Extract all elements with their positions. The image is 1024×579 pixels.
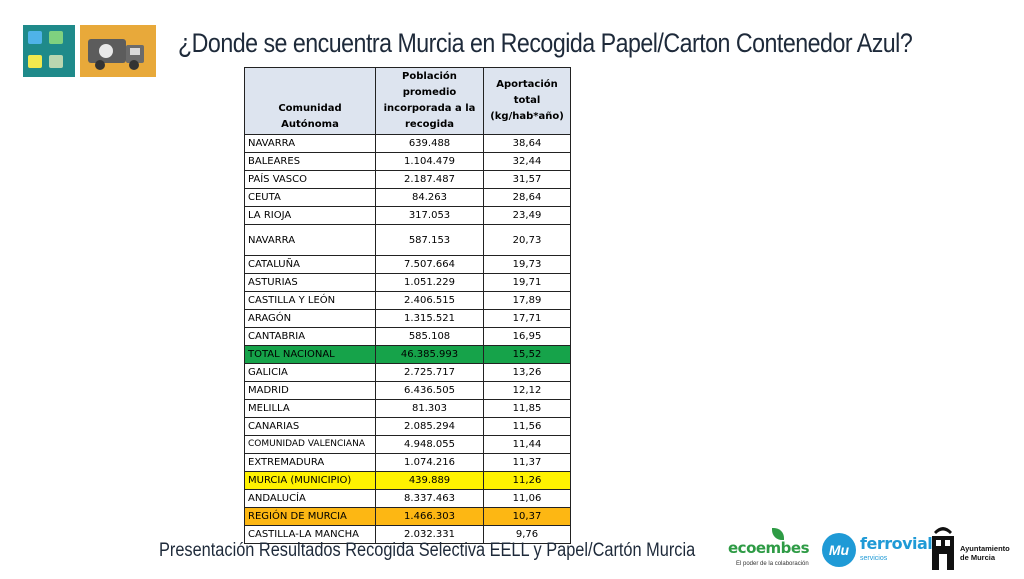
header-region: Comunidad Autónoma [245,68,376,135]
cell-population: 7.507.664 [376,256,484,274]
cell-population: 1.104.479 [376,153,484,171]
table-row [245,135,571,153]
green-bin-icon [49,31,63,44]
page-title: ¿Donde se encuentra Murcia en Recogida Papel/Carton Contenedor Azul? [178,28,913,58]
yellow-bin-icon [28,55,42,68]
cell-population: 1.315.521 [376,310,484,328]
cell-population: 317.053 [376,207,484,225]
castle-crest-icon [928,518,958,574]
cell-region: MADRID [245,382,376,400]
cell-population: 439.889 [376,472,484,490]
cell-contribution: 12,12 [484,382,571,400]
recycling-table [244,67,571,544]
cell-contribution: 23,49 [484,207,571,225]
cell-region: REGIÓN DE MURCIA [245,508,376,526]
cell-contribution: 13,26 [484,364,571,382]
header-population: Población promedio incorporada a la recogida [376,68,484,135]
table-row [245,274,571,292]
cell-population: 8.337.463 [376,490,484,508]
cell-population: 1.466.303 [376,508,484,526]
table-row [245,292,571,310]
ecoembes-wordmark: ecoembes [728,539,810,557]
cell-region: NAVARRA [245,135,376,153]
blue-bin-icon [28,31,42,44]
table-row [245,346,571,364]
footer-caption: Presentación Resultados Recogida Selectiva EELL y Papel/Cartón Murcia [159,540,696,561]
cell-contribution: 10,37 [484,508,571,526]
cell-contribution: 11,56 [484,418,571,436]
cell-region: TOTAL NACIONAL [245,346,376,364]
cell-region: BALEARES [245,153,376,171]
cell-population: 2.406.515 [376,292,484,310]
cell-contribution: 17,89 [484,292,571,310]
table-row [245,508,571,526]
cell-population: 81.303 [376,400,484,418]
table-row [245,256,571,274]
cell-region: MELILLA [245,400,376,418]
table-row [245,364,571,382]
table-row [245,472,571,490]
cell-region: COMUNIDAD VALENCIANA [245,436,376,454]
table-row [245,328,571,346]
cell-contribution: 11,85 [484,400,571,418]
cell-region: ANDALUCÍA [245,490,376,508]
cell-population: 587.153 [376,225,484,256]
cell-contribution: 19,71 [484,274,571,292]
ferrovial-logo [822,530,933,570]
table-row [245,207,571,225]
cell-region: ARAGÓN [245,310,376,328]
ecoembes-tagline: El poder de la colaboración [736,561,809,567]
cell-population: 4.948.055 [376,436,484,454]
cell-population: 6.436.505 [376,382,484,400]
table-row [245,189,571,207]
cell-region: ASTURIAS [245,274,376,292]
table-row [245,382,571,400]
table-row [245,400,571,418]
cell-region: GALICIA [245,364,376,382]
ayuntamiento-logo [928,518,1020,574]
table-row [245,310,571,328]
cell-region: CASTILLA-LA MANCHA [245,526,376,544]
cell-region: PAÍS VASCO [245,171,376,189]
cell-contribution: 11,37 [484,454,571,472]
cell-contribution: 32,44 [484,153,571,171]
recycling-bins-icon [23,25,75,77]
cell-population: 2.032.331 [376,526,484,544]
cell-region: CANTABRIA [245,328,376,346]
cell-population: 2.085.294 [376,418,484,436]
cell-contribution: 11,06 [484,490,571,508]
cell-region: LA RIOJA [245,207,376,225]
cell-contribution: 11,44 [484,436,571,454]
cell-contribution: 19,73 [484,256,571,274]
cell-population: 84.263 [376,189,484,207]
cell-population: 2.725.717 [376,364,484,382]
cell-contribution: 20,73 [484,225,571,256]
table-row [245,436,571,454]
cell-region: MURCIA (MUNICIPIO) [245,472,376,490]
ayuntamiento-text: Ayuntamiento de Murcia [960,544,1010,562]
cell-population: 1.051.229 [376,274,484,292]
cell-region: EXTREMADURA [245,454,376,472]
cell-contribution: 15,52 [484,346,571,364]
cell-region: CANARIAS [245,418,376,436]
cell-contribution: 31,57 [484,171,571,189]
cell-contribution: 16,95 [484,328,571,346]
cell-population: 639.488 [376,135,484,153]
header-contribution: Aportación total (kg/hab*año) [484,68,571,135]
cell-contribution: 28,64 [484,189,571,207]
cell-contribution: 9,76 [484,526,571,544]
cell-population: 46.385.993 [376,346,484,364]
table-row [245,225,571,256]
ferrovial-wordmark: ferrovial [860,534,933,553]
table-row [245,454,571,472]
garbage-truck-icon [80,25,156,77]
cell-region: CATALUÑA [245,256,376,274]
mu-badge: Mu [822,533,856,567]
table-header-row [245,68,571,135]
cell-contribution: 38,64 [484,135,571,153]
table-row [245,490,571,508]
cell-population: 585.108 [376,328,484,346]
cell-contribution: 11,26 [484,472,571,490]
table-row [245,171,571,189]
table-row [245,153,571,171]
ferrovial-subtitle: servicios [860,555,888,562]
cell-contribution: 17,71 [484,310,571,328]
cell-region: NAVARRA [245,225,376,256]
gray-bin-icon [49,55,63,68]
cell-region: CASTILLA Y LEÓN [245,292,376,310]
cell-population: 2.187.487 [376,171,484,189]
table-row [245,418,571,436]
ecoembes-logo [728,528,816,572]
cell-region: CEUTA [245,189,376,207]
cell-population: 1.074.216 [376,454,484,472]
